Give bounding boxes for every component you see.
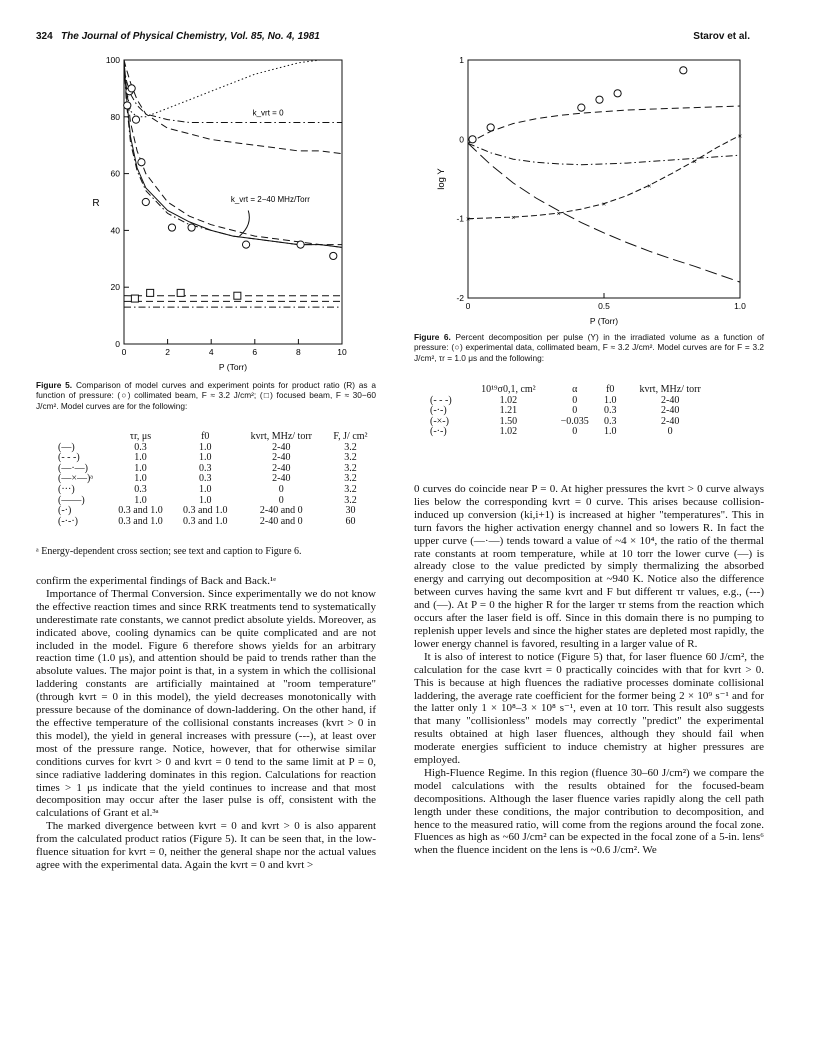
fig6-y-tick-label: 0	[459, 134, 464, 145]
running-authors: Starov et al.	[693, 31, 750, 42]
fig5-circle-point	[330, 252, 337, 259]
fig6-table-cell: 2-40	[660, 415, 680, 427]
fig6-table-header-cell: kvrt, MHz/ torr	[639, 384, 701, 395]
fig5-x-tick-label: 6	[252, 347, 258, 357]
fig5-table-cell: 30	[345, 505, 356, 517]
left-column-paragraph: Importance of Thermal Conversion. Since experimentally we do not know the effective reaction times and since RRK treatments tend to systematically underestimate rate constants, we cannot predict absolute yields. Moreover, as indicated above, cooling dynamics can be quite complicated and are not included in the model. Figure 6 therefore shows yields for an arbitrary reaction time (1.0 μs), and attention should be paid to trends rather than the absolute values. The major point is that, in a system in which the collisional laddering constants are artificially maintained at "room temperature" (through kvrt = 0 in this model), the yield decreases monotonically with pressure because of the dominance of down-laddering. On the other hand, if the effective temperature of the collisional constants increases (kvrt > 0 in this model), the yield in general increases with pressure (---), at least over most of the pressure range. Notice, however, that for otherwise similar conditions curves for kvrt > 0 and kvrt = 0 tend to the same limit at P = 0, since radiative laddering dominates in this region. Calculations for reaction times > 1 μs indicate that the yield continues to increase and that most decomposition may occur after the laser pulse is off, consistent with the calculations of Grant et al.³ᵃ	[36, 587, 376, 820]
fig6-y-tick-label: 1	[459, 55, 464, 65]
fig5-table-cell: (—×—)ᵃ	[58, 473, 94, 485]
figure-5-chart	[80, 52, 370, 380]
fig5-table-cell: 0.3	[134, 441, 147, 453]
fig5-x-tick-label: 0	[121, 347, 127, 357]
fig6-table-cell: 0.3	[604, 405, 617, 417]
fig5-square-point	[131, 295, 138, 302]
fig6-circle-point	[680, 67, 687, 74]
fig6-table-cell: 1.02	[499, 394, 518, 406]
fig5-table-cell: (-·)	[58, 505, 72, 517]
fig5-square-point	[234, 292, 241, 299]
fig6-table-cell: 1.21	[499, 405, 518, 417]
figure-6-caption-text: Percent decomposition per pulse (Y) in the irradiated volume as a function of pressure: (○) experimental data, collimated beam, F ≈ 3.2 J/cm². Model curves are for F = 3.2 J/cm², τr = 1.0 μs and the following:	[414, 332, 765, 363]
fig5-model-curve-4	[124, 60, 342, 247]
fig6-table-header-cell: α	[572, 384, 578, 395]
fig5-square-point	[147, 289, 154, 296]
fig5-table-cell: 1.0	[199, 452, 212, 464]
fig6-table-header-cell: f0	[606, 384, 615, 395]
fig6-curve-x-marker: ×	[556, 211, 561, 219]
fig5-table-cell: 2-40	[272, 441, 291, 453]
fig5-table-cell: 0.3	[199, 473, 212, 485]
fig5-circle-point	[168, 224, 175, 231]
fig5-table-cell: 0.3 and 1.0	[183, 505, 228, 517]
table-row	[56, 485, 376, 496]
fig5-x-axis-label: P (Torr)	[218, 362, 248, 372]
fig5-table-header-row	[56, 432, 376, 443]
fig5-y-axis-label: R	[92, 198, 100, 209]
fig5-table-header-cell	[56, 432, 108, 443]
fig5-table-cell: 1.0	[134, 494, 147, 506]
fig5-circle-point	[138, 159, 145, 166]
fig6-table-cell: 0	[572, 405, 578, 417]
fig5-y-tick-label: 80	[110, 111, 120, 122]
page-number: 324	[36, 31, 53, 42]
fig5-table-cell: 2-40 and 0	[259, 515, 303, 527]
fig6-curve-x-marker: ×	[511, 215, 516, 223]
fig6-x-tick-label: 0	[465, 301, 471, 311]
fig5-table-cell: 2-40	[272, 462, 291, 474]
fig6-table-cell: 0.3	[604, 415, 617, 427]
fig5-table-cell: 3.2	[344, 494, 357, 506]
fig6-table-cell: 0	[572, 394, 578, 406]
journal-title: The Journal of Physical Chemistry, Vol. 85, No. 4, 1981	[61, 31, 320, 42]
fig5-model-curve-2	[124, 60, 342, 117]
left-column-paragraph: confirm the experimental findings of Back and Back.¹ᵉ	[36, 575, 277, 587]
fig5-model-curve-3	[124, 66, 342, 123]
fig5-table-cell: 3.2	[344, 473, 357, 485]
fig5-x-tick-label: 4	[208, 347, 214, 357]
fig5-table-cell: 3.2	[344, 483, 357, 495]
fig5-table-cell: (——)	[58, 494, 85, 506]
table-row	[56, 443, 376, 454]
fig5-table-cell: 2-40 and 0	[259, 505, 303, 517]
fig5-table-cell: 0.3	[134, 483, 147, 495]
fig6-circle-point	[596, 96, 603, 103]
fig5-table-cell: (···)	[58, 483, 75, 495]
fig6-table-cell: (- - -)	[430, 394, 452, 406]
fig5-table-cell: 0	[278, 483, 284, 495]
fig6-circle-point	[614, 90, 621, 97]
fig6-table-cell: 1.0	[604, 426, 617, 438]
fig5-table-cell: (—·—)	[58, 462, 88, 474]
fig5-table-cell: 0.3 and 1.0	[183, 515, 228, 527]
fig6-x-tick-label: 1.0	[734, 301, 746, 311]
fig6-table-cell: (-·-)	[430, 405, 447, 417]
fig6-circle-point	[469, 136, 476, 143]
fig5-y-tick-label: 100	[105, 55, 120, 65]
fig6-model-curve-1	[468, 106, 743, 143]
figure-5-table	[56, 432, 376, 527]
fig5-x-tick-label: 2	[165, 347, 170, 357]
fig5-circle-point	[242, 241, 249, 248]
table-row	[56, 453, 376, 464]
fig6-model-curve-4	[465, 143, 740, 282]
right-column-paragraph: It is also of interest to notice (Figure 5) that, for laser fluence 60 J/cm², the calculation for the case kvrt = 0 practically coincides with that for kvrt > 0. This is because at high fluences the radiative processes dominate collisional laddering, the average rate coefficient for the former being 2 × 10⁹ s⁻¹ and for the latter only 1 × 10⁸–3 × 10⁸ s⁻¹, even at 10 torr. This result also suggests that many "collisionless" models may correctly "predict" the experimental results obtained at high laser fluences, although they should fail when moderate energies sufficient to induce chemistry at higher pressures are employed.	[414, 650, 764, 767]
fig5-table-header-cell: f0	[201, 431, 210, 442]
fig5-x-tick-label: 8	[296, 347, 301, 357]
fig5-table-cell: (-·-·)	[58, 515, 78, 527]
fig5-table-cell: 3.2	[344, 462, 357, 474]
figure-6-caption	[414, 332, 764, 363]
figure-5-label: Figure 5.	[36, 380, 73, 390]
fig5-table-cell: 1.0	[199, 483, 212, 495]
page-header	[36, 31, 320, 42]
fig6-circle-point	[487, 124, 494, 131]
fig6-x-tick-label: 0.5	[598, 301, 610, 311]
fig5-table-cell: 60	[345, 515, 356, 527]
fig5-annotation-k0: k_vrt = 0	[252, 108, 284, 118]
fig5-table-cell: 0.3 and 1.0	[118, 505, 163, 517]
fig5-x-tick-label: 10	[337, 347, 347, 357]
fig5-y-tick-label: 60	[110, 168, 120, 179]
fig6-y-tick-label: -2	[456, 293, 464, 303]
fig6-table-cell: 1.02	[499, 426, 518, 438]
fig5-table-cell: 1.0	[134, 473, 147, 485]
fig5-circle-point	[142, 198, 149, 205]
figure-6-chart	[410, 52, 780, 330]
fig5-circle-point	[188, 224, 195, 231]
fig6-curve-x-marker: ×	[601, 201, 607, 209]
fig5-circle-point	[297, 241, 304, 248]
figure-5-caption	[36, 380, 376, 411]
fig5-y-tick-label: 40	[110, 225, 120, 236]
fig6-curve-x-marker: ×	[692, 158, 697, 166]
fig6-model-curve-2	[468, 143, 740, 164]
fig5-table-cell: 2-40	[272, 452, 291, 464]
right-column-paragraph: High-Fluence Regime. In this region (fluence 30–60 J/cm²) we compare the model calculations with the results obtained for the focused-beam decompositions. Although the laser fluence varies rapidly along the cell path length under these conditions, the major contribution to decomposition, and hence to the measured ratio, will come from the regions around the focal zone. Fluences as high as ~60 J/cm² can be expected in the focal zone of a 5-in. lens⁶ when the fluence incident on the lens is ~0.6 J/cm². We	[414, 766, 764, 857]
fig5-model-curve-6	[124, 63, 342, 248]
fig5-table-cell: (—)	[58, 441, 75, 453]
fig5-circle-point	[132, 116, 139, 123]
fig6-y-axis-label: log Y	[436, 168, 447, 190]
fig5-y-tick-label: 0	[115, 339, 120, 349]
fig6-curve-x-marker: ×	[647, 183, 652, 191]
fig5-table-cell: 0.3	[199, 462, 212, 474]
fig5-table-cell: 1.0	[199, 494, 212, 506]
figure-6-table	[428, 385, 718, 438]
fig5-table-header-cell: F, J/ cm²	[333, 431, 368, 442]
fig6-table-header-cell	[428, 385, 466, 396]
table-row	[428, 427, 718, 438]
fig6-table-cell: (-·-)	[430, 426, 447, 438]
fig6-table-cell: 0	[667, 426, 673, 438]
fig6-table-cell: 1.0	[604, 394, 617, 406]
fig6-table-cell: 1.50	[499, 415, 518, 427]
fig5-table-cell: 0.3 and 1.0	[118, 515, 163, 527]
fig6-table-cell: 0	[572, 426, 578, 438]
left-column-text	[36, 575, 376, 872]
left-column-paragraph: The marked divergence between kvrt = 0 and kvrt > 0 is also apparent from the calculated product ratios (Figure 5). It can be seen that, in the low-fluence situation for kvrt = 0, neither the general shape nor the actual values agree with the experimental data. Again the kvrt = 0 and kvrt >	[36, 820, 376, 871]
table-row	[56, 517, 376, 528]
fig5-table-cell: 1.0	[134, 462, 147, 474]
fig6-x-axis-label: P (Torr)	[589, 316, 619, 326]
fig6-table-cell: −0.035	[560, 415, 589, 427]
fig6-circle-point	[578, 104, 585, 111]
right-column-text	[414, 483, 764, 857]
fig6-table-cell: 2-40	[660, 394, 680, 406]
fig5-model-curve-5	[124, 60, 342, 245]
fig5-annotation-k240: k_vrt = 2−40 MHz/Torr	[230, 195, 310, 204]
fig5-y-tick-label: 20	[110, 282, 120, 293]
fig6-table-cell: 2-40	[660, 405, 680, 417]
fig6-table-header-row	[428, 385, 718, 396]
fig5-circle-point	[128, 85, 135, 92]
fig5-table-cell: 1.0	[199, 441, 212, 453]
fig5-table-cell: (- - -)	[58, 452, 80, 464]
fig5-table-cell: 0	[278, 494, 284, 506]
fig5-table-header-cell: τr, μs	[129, 431, 152, 442]
fig5-square-point	[177, 289, 184, 296]
fig5-table-cell: 2-40	[272, 473, 291, 485]
fig5-table-header-cell: kvrt, MHz/ torr	[250, 431, 312, 442]
table-row	[56, 474, 376, 485]
fig5-model-curve-1	[124, 60, 342, 154]
fig6-table-cell: (-×-)	[430, 415, 449, 427]
figure-5-caption-text: Comparison of model curves and experiment points for product ratio (R) as a function of pressure: (○) collimated beam, F ≈ 3.2 J/cm²; (□) focused beam, F ≈ 30−60 J/cm². Model curves are for the following:	[36, 380, 377, 411]
figure-5-footnote: ᵃ Energy-dependent cross section; see text and caption to Figure 6.	[36, 546, 302, 557]
figure-6-label: Figure 6.	[414, 332, 451, 342]
fig6-curve-x-marker: ×	[465, 216, 471, 224]
fig6-y-tick-label: -1	[456, 213, 464, 224]
fig5-circle-point	[124, 102, 131, 109]
fig5-table-cell: 1.0	[134, 452, 147, 464]
table-row	[56, 464, 376, 475]
fig5-table-cell: 3.2	[344, 441, 357, 453]
fig6-curve-x-marker: ×	[737, 133, 743, 141]
fig6-table-header-cell: 10¹⁹σ0,1, cm²	[481, 384, 536, 395]
fig5-table-cell: 3.2	[344, 452, 357, 464]
right-column-paragraph: 0 curves do coincide near P = 0. At higher pressures the kvrt > 0 curve always lies below the corresponding kvrt = 0 curve. This arises because collision-induced up conversion (ki,i+1) is increased at higher "temperatures". This in turn favors the higher activation energy channel and so lowers R. In fact the upper curve (—·—) tends toward a value of ~4 × 10⁴, the ratio of the thermal rate constants at room temperature, while at 10 torr the lower curve (—) is already close to the value predicted by simply thermalizing the absorbed energy and carrying out decomposition at ~940 K. Notice also the difference between curves having the same kvrt and F but different τr values, e.g., (---) and (—). At P = 0 the higher R for the larger τr stems from the reaction which occurs after the laser field is off. Since in this domain there is no pumping to replenish upper levels and since the higher states are depleted most rapidly, the lower energy channel is favored, resulting in a larger value of R.	[414, 483, 764, 650]
